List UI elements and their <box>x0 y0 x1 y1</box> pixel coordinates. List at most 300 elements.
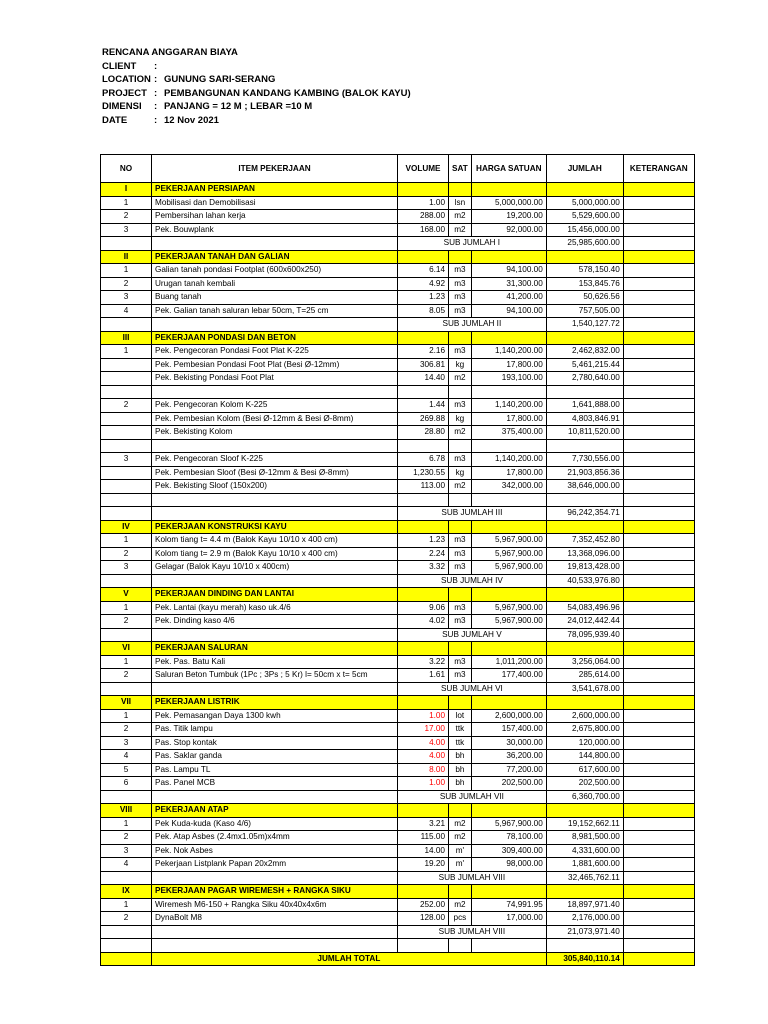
item-number: 3 <box>101 844 152 858</box>
item-remarks <box>623 399 694 413</box>
subtotal-label: SUB JUMLAH VI <box>398 682 547 696</box>
item-unit-price: 92,000.00 <box>471 223 546 237</box>
item-remarks <box>623 223 694 237</box>
empty-cell <box>449 642 472 656</box>
field-colon: : <box>154 101 158 112</box>
item-description: Pek. Bekisting Pondasi Foot Plat <box>152 372 398 386</box>
section-number: VIII <box>101 804 152 818</box>
empty-cell <box>623 237 694 251</box>
subtotal-value: 96,242,354.71 <box>546 507 623 521</box>
subtotal-row <box>101 237 695 251</box>
item-number: 4 <box>101 750 152 764</box>
item-remarks <box>623 615 694 629</box>
item-unit-price: 30,000.00 <box>471 736 546 750</box>
item-remarks <box>623 304 694 318</box>
item-amount: 4,331,600.00 <box>546 844 623 858</box>
item-unit-price: 78,100.00 <box>471 831 546 845</box>
table-row <box>101 709 695 723</box>
item-unit-price: 5,967,900.00 <box>471 547 546 561</box>
item-remarks <box>623 709 694 723</box>
item-amount: 10,811,520.00 <box>546 426 623 440</box>
item-description: Pek. Dinding kaso 4/6 <box>152 615 398 629</box>
item-remarks <box>623 345 694 359</box>
item-remarks <box>623 817 694 831</box>
empty-cell <box>546 885 623 899</box>
empty-cell <box>449 804 472 818</box>
item-remarks <box>623 358 694 372</box>
item-amount: 8,981,500.00 <box>546 831 623 845</box>
item-description: Pek. Atap Asbes (2.4mx1.05m)x4mm <box>152 831 398 845</box>
item-description: Pek. Pembesian Kolom (Besi Ø-12mm & Besi Ø-8mm) <box>152 412 398 426</box>
item-volume: 288.00 <box>398 210 449 224</box>
empty-cell <box>152 237 398 251</box>
item-number: 1 <box>101 709 152 723</box>
item-volume: 4.02 <box>398 615 449 629</box>
item-volume: 4.00 <box>398 736 449 750</box>
empty-cell <box>623 628 694 642</box>
empty-cell <box>101 507 152 521</box>
item-unit: m3 <box>449 655 472 669</box>
col-header-volume: VOLUME <box>398 155 449 183</box>
item-unit-price: 375,400.00 <box>471 426 546 440</box>
subtotal-label: SUB JUMLAH IV <box>398 574 547 588</box>
empty-cell <box>152 682 398 696</box>
item-volume: 128.00 <box>398 912 449 926</box>
item-unit: m3 <box>449 264 472 278</box>
item-amount: 54,083,496.96 <box>546 601 623 615</box>
item-remarks <box>623 466 694 480</box>
item-remarks <box>623 723 694 737</box>
item-volume: 115.00 <box>398 831 449 845</box>
empty-cell <box>471 804 546 818</box>
item-unit-price: 98,000.00 <box>471 858 546 872</box>
empty-cell <box>623 574 694 588</box>
section-number: VII <box>101 696 152 710</box>
item-unit-price: 94,100.00 <box>471 304 546 318</box>
item-number: 2 <box>101 669 152 683</box>
item-unit: m3 <box>449 453 472 467</box>
empty-cell <box>471 331 546 345</box>
section-title: PEKERJAAN DINDING DAN LANTAI <box>152 588 398 602</box>
table-row <box>101 277 695 291</box>
item-amount: 153,845.76 <box>546 277 623 291</box>
table-row <box>101 304 695 318</box>
empty-cell <box>546 439 623 453</box>
section-number: III <box>101 331 152 345</box>
item-number: 1 <box>101 534 152 548</box>
col-header-harga-satuan: HARGA SATUAN <box>471 155 546 183</box>
blank-row <box>101 385 695 399</box>
item-volume: 28.80 <box>398 426 449 440</box>
item-remarks <box>623 412 694 426</box>
item-remarks <box>623 601 694 615</box>
header-field-project <box>102 87 411 101</box>
item-amount: 5,000,000.00 <box>546 196 623 210</box>
empty-cell <box>152 318 398 332</box>
subtotal-label: SUB JUMLAH VIII <box>398 871 547 885</box>
item-volume: 1,230.55 <box>398 466 449 480</box>
item-volume: 8.05 <box>398 304 449 318</box>
empty-cell <box>398 331 449 345</box>
empty-cell <box>101 493 152 507</box>
item-number <box>101 480 152 494</box>
field-colon: : <box>154 60 158 72</box>
item-volume: 9.06 <box>398 601 449 615</box>
empty-cell <box>449 493 472 507</box>
section-number: IX <box>101 885 152 899</box>
empty-cell <box>546 642 623 656</box>
field-colon: : <box>154 114 158 126</box>
table-row <box>101 844 695 858</box>
item-amount: 38,646,000.00 <box>546 480 623 494</box>
empty-cell <box>623 520 694 534</box>
item-remarks <box>623 561 694 575</box>
empty-cell <box>623 588 694 602</box>
table-row <box>101 561 695 575</box>
empty-cell <box>471 939 546 953</box>
table-row <box>101 615 695 629</box>
empty-cell <box>101 318 152 332</box>
table-row <box>101 763 695 777</box>
item-unit-price: 17,800.00 <box>471 412 546 426</box>
section-row <box>101 696 695 710</box>
item-volume: 4.92 <box>398 277 449 291</box>
item-remarks <box>623 912 694 926</box>
item-unit: m2 <box>449 223 472 237</box>
field-value: PANJANG = 12 M ; LEBAR =10 M <box>164 101 313 112</box>
item-unit-price: 74,991.95 <box>471 898 546 912</box>
empty-cell <box>471 250 546 264</box>
table-row <box>101 223 695 237</box>
item-description: Pekerjaan Listplank Papan 20x2mm <box>152 858 398 872</box>
empty-cell <box>449 183 472 197</box>
item-amount: 19,152,662.11 <box>546 817 623 831</box>
subtotal-label: SUB JUMLAH VII <box>398 790 547 804</box>
item-unit-price: 1,140,200.00 <box>471 453 546 467</box>
item-volume: 4.00 <box>398 750 449 764</box>
empty-cell <box>623 493 694 507</box>
item-unit-price: 94,100.00 <box>471 264 546 278</box>
empty-cell <box>449 939 472 953</box>
item-volume: 113.00 <box>398 480 449 494</box>
empty-cell <box>471 696 546 710</box>
subtotal-row <box>101 790 695 804</box>
table-row <box>101 466 695 480</box>
subtotal-value: 40,533,976.80 <box>546 574 623 588</box>
item-description: Kolom tiang t= 4.4 m (Balok Kayu 10/10 x 400 cm) <box>152 534 398 548</box>
item-description: Pek. Pemasangan Daya 1300 kwh <box>152 709 398 723</box>
item-number: 3 <box>101 291 152 305</box>
item-remarks <box>623 831 694 845</box>
item-description: Buang tanah <box>152 291 398 305</box>
section-title: PEKERJAAN PERSIAPAN <box>152 183 398 197</box>
item-number: 1 <box>101 264 152 278</box>
section-title: PEKERJAAN KONSTRUKSI KAYU <box>152 520 398 534</box>
item-unit-price: 5,967,900.00 <box>471 817 546 831</box>
item-description: Pek Kuda-kuda (Kaso 4/6) <box>152 817 398 831</box>
empty-cell <box>152 493 398 507</box>
item-unit-price: 1,140,200.00 <box>471 399 546 413</box>
empty-cell <box>623 952 694 966</box>
item-unit-price: 5,000,000.00 <box>471 196 546 210</box>
empty-cell <box>152 507 398 521</box>
item-description: Pek. Pembesian Pondasi Foot Plat (Besi Ø-12mm) <box>152 358 398 372</box>
empty-cell <box>398 642 449 656</box>
item-remarks <box>623 777 694 791</box>
empty-cell <box>449 331 472 345</box>
item-amount: 13,368,096.00 <box>546 547 623 561</box>
item-unit: m3 <box>449 399 472 413</box>
table-row <box>101 358 695 372</box>
section-row <box>101 183 695 197</box>
item-description: Pek. Bekisting Sloof (150x200) <box>152 480 398 494</box>
item-description: Urugan tanah kembali <box>152 277 398 291</box>
item-amount: 1,881,600.00 <box>546 858 623 872</box>
item-number: 3 <box>101 561 152 575</box>
col-header-jumlah: JUMLAH <box>546 155 623 183</box>
table-row <box>101 750 695 764</box>
item-amount: 21,903,856.36 <box>546 466 623 480</box>
item-description: DynaBolt M8 <box>152 912 398 926</box>
empty-cell <box>398 588 449 602</box>
item-amount: 15,456,000.00 <box>546 223 623 237</box>
item-unit: m3 <box>449 277 472 291</box>
item-amount: 3,256,064.00 <box>546 655 623 669</box>
section-title: PEKERJAAN ATAP <box>152 804 398 818</box>
blank-row <box>101 939 695 953</box>
empty-cell <box>101 939 152 953</box>
item-unit-price: 193,100.00 <box>471 372 546 386</box>
item-unit: m2 <box>449 372 472 386</box>
empty-cell <box>623 790 694 804</box>
item-unit: bh <box>449 763 472 777</box>
section-title: PEKERJAAN SALURAN <box>152 642 398 656</box>
empty-cell <box>398 520 449 534</box>
empty-cell <box>623 939 694 953</box>
section-number: V <box>101 588 152 602</box>
item-unit: m3 <box>449 291 472 305</box>
empty-cell <box>152 439 398 453</box>
empty-cell <box>152 790 398 804</box>
item-unit: m3 <box>449 534 472 548</box>
empty-cell <box>546 331 623 345</box>
empty-cell <box>471 385 546 399</box>
item-unit-price: 2,600,000.00 <box>471 709 546 723</box>
document-header <box>102 46 411 127</box>
table-row <box>101 547 695 561</box>
item-unit-price: 5,967,900.00 <box>471 534 546 548</box>
col-header-item: ITEM PEKERJAAN <box>152 155 398 183</box>
subtotal-label: SUB JUMLAH II <box>398 318 547 332</box>
item-volume: 2.24 <box>398 547 449 561</box>
col-header-sat: SAT <box>449 155 472 183</box>
table-row <box>101 291 695 305</box>
field-key: LOCATION <box>102 74 151 85</box>
item-unit: m3 <box>449 615 472 629</box>
field-key: CLIENT <box>102 60 137 72</box>
table-row <box>101 264 695 278</box>
empty-cell <box>101 628 152 642</box>
item-unit-price: 41,200.00 <box>471 291 546 305</box>
subtotal-label: SUB JUMLAH VIII <box>398 925 547 939</box>
item-description: Pek. Bouwplank <box>152 223 398 237</box>
empty-cell <box>398 385 449 399</box>
item-number: 3 <box>101 736 152 750</box>
item-remarks <box>623 277 694 291</box>
section-number: IV <box>101 520 152 534</box>
item-amount: 4,803,846.91 <box>546 412 623 426</box>
item-amount: 202,500.00 <box>546 777 623 791</box>
empty-cell <box>471 439 546 453</box>
item-amount: 5,529,600.00 <box>546 210 623 224</box>
item-unit-price: 1,140,200.00 <box>471 345 546 359</box>
table-row <box>101 412 695 426</box>
item-description: Pek. Galian tanah saluran lebar 50cm, T=25 cm <box>152 304 398 318</box>
item-unit: m2 <box>449 817 472 831</box>
item-amount: 50,626.56 <box>546 291 623 305</box>
empty-cell <box>101 952 152 966</box>
item-unit: m' <box>449 858 472 872</box>
item-amount: 2,675,800.00 <box>546 723 623 737</box>
empty-cell <box>152 574 398 588</box>
item-volume: 1.23 <box>398 291 449 305</box>
field-key: DIMENSI <box>102 101 142 112</box>
item-unit: m3 <box>449 547 472 561</box>
section-row <box>101 331 695 345</box>
item-volume: 168.00 <box>398 223 449 237</box>
item-amount: 144,800.00 <box>546 750 623 764</box>
empty-cell <box>623 925 694 939</box>
item-description: Pek. Nok Asbes <box>152 844 398 858</box>
empty-cell <box>398 885 449 899</box>
item-number <box>101 358 152 372</box>
empty-cell <box>623 507 694 521</box>
item-unit-price: 17,800.00 <box>471 358 546 372</box>
subtotal-row <box>101 682 695 696</box>
subtotal-row <box>101 628 695 642</box>
empty-cell <box>101 439 152 453</box>
item-description: Pek. Bekisting Kolom <box>152 426 398 440</box>
item-number: 2 <box>101 723 152 737</box>
item-remarks <box>623 858 694 872</box>
item-remarks <box>623 750 694 764</box>
item-number: 4 <box>101 858 152 872</box>
item-number: 1 <box>101 898 152 912</box>
item-volume: 6.14 <box>398 264 449 278</box>
empty-cell <box>623 439 694 453</box>
empty-cell <box>398 250 449 264</box>
item-unit: ttk <box>449 723 472 737</box>
item-unit: m' <box>449 844 472 858</box>
item-number: 1 <box>101 196 152 210</box>
empty-cell <box>623 682 694 696</box>
item-volume: 2.16 <box>398 345 449 359</box>
empty-cell <box>101 237 152 251</box>
subtotal-row <box>101 925 695 939</box>
item-amount: 5,461,215.44 <box>546 358 623 372</box>
item-remarks <box>623 655 694 669</box>
item-remarks <box>623 210 694 224</box>
item-unit-price: 5,967,900.00 <box>471 561 546 575</box>
item-amount: 2,176,000.00 <box>546 912 623 926</box>
item-unit-price: 17,000.00 <box>471 912 546 926</box>
field-key: DATE <box>102 114 128 126</box>
section-number: VI <box>101 642 152 656</box>
item-volume: 1.00 <box>398 777 449 791</box>
item-number: 4 <box>101 304 152 318</box>
item-remarks <box>623 736 694 750</box>
empty-cell <box>101 871 152 885</box>
empty-cell <box>471 493 546 507</box>
subtotal-row <box>101 871 695 885</box>
empty-cell <box>398 439 449 453</box>
subtotal-label: SUB JUMLAH V <box>398 628 547 642</box>
empty-cell <box>623 885 694 899</box>
item-volume: 1.23 <box>398 534 449 548</box>
item-description: Pek. Pengecoran Kolom K-225 <box>152 399 398 413</box>
empty-cell <box>449 385 472 399</box>
item-number: 1 <box>101 601 152 615</box>
item-description: Pas. Titik lampu <box>152 723 398 737</box>
table-row <box>101 858 695 872</box>
table-row <box>101 736 695 750</box>
table-row <box>101 912 695 926</box>
item-remarks <box>623 669 694 683</box>
item-unit-price: 177,400.00 <box>471 669 546 683</box>
header-field-client <box>102 60 411 74</box>
item-volume: 306.81 <box>398 358 449 372</box>
item-description: Pek. Lantai (kayu merah) kaso uk.4/6 <box>152 601 398 615</box>
table-row <box>101 831 695 845</box>
section-row <box>101 885 695 899</box>
item-volume: 3.32 <box>398 561 449 575</box>
item-amount: 7,352,452.80 <box>546 534 623 548</box>
empty-cell <box>471 588 546 602</box>
item-unit: m3 <box>449 601 472 615</box>
grand-total-row <box>101 952 695 966</box>
item-unit: m3 <box>449 345 472 359</box>
item-amount: 617,600.00 <box>546 763 623 777</box>
item-volume: 252.00 <box>398 898 449 912</box>
table-row <box>101 777 695 791</box>
item-description: Pek. Pas. Batu Kali <box>152 655 398 669</box>
empty-cell <box>623 871 694 885</box>
item-volume: 3.21 <box>398 817 449 831</box>
item-unit-price: 19,200.00 <box>471 210 546 224</box>
item-number: 2 <box>101 831 152 845</box>
item-remarks <box>623 196 694 210</box>
empty-cell <box>546 520 623 534</box>
item-unit: m2 <box>449 426 472 440</box>
item-description: Kolom tiang t= 2.9 m (Balok Kayu 10/10 x 400 cm) <box>152 547 398 561</box>
section-row <box>101 250 695 264</box>
empty-cell <box>623 183 694 197</box>
field-colon: : <box>154 74 158 85</box>
empty-cell <box>546 939 623 953</box>
empty-cell <box>152 871 398 885</box>
table-row <box>101 372 695 386</box>
item-description: Pembersihan lahan kerja <box>152 210 398 224</box>
table-row <box>101 898 695 912</box>
item-unit: lot <box>449 709 472 723</box>
item-unit: m2 <box>449 831 472 845</box>
item-number <box>101 372 152 386</box>
item-description: Pek. Pembesian Sloof (Besi Ø-12mm & Besi Ø-8mm) <box>152 466 398 480</box>
header-field-location <box>102 73 411 87</box>
table-row <box>101 669 695 683</box>
item-description: Galian tanah pondasi Footplat (600x600x250) <box>152 264 398 278</box>
item-volume: 6.78 <box>398 453 449 467</box>
